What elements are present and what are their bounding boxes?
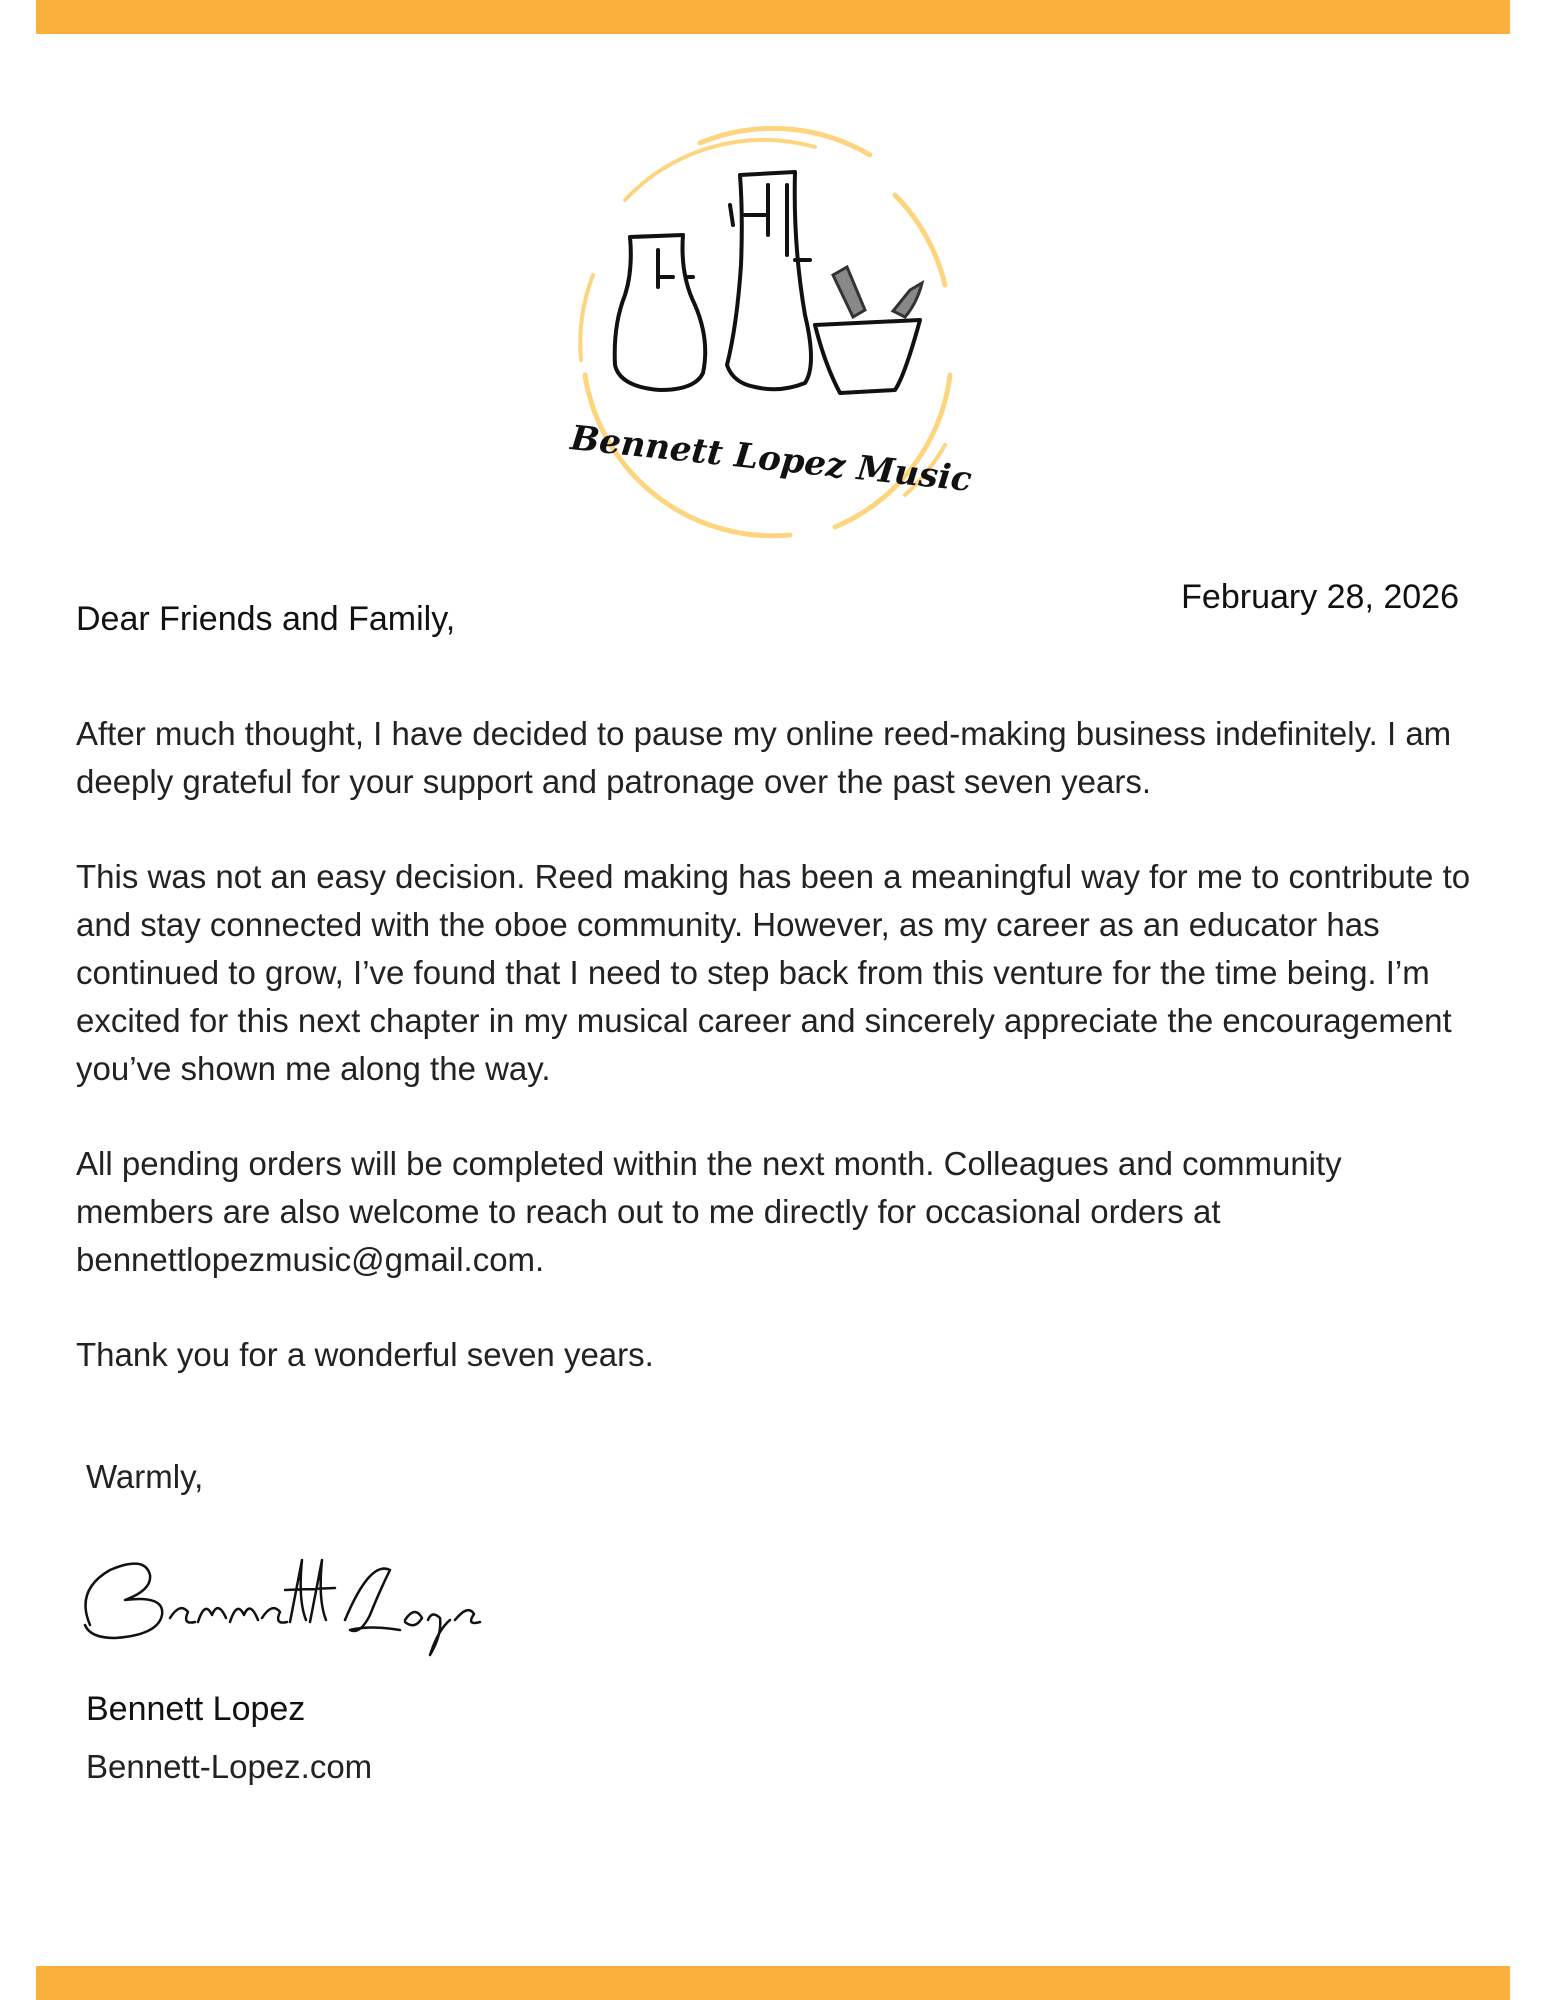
letter-paragraph-1: After much thought, I have decided to pause my online reed-making business indefinitely. I am deeply grateful for your support and patronage over the past seven years.	[76, 715, 1452, 800]
logo-brand-text: Bennett Lopez Music	[568, 418, 974, 501]
signer-name: Bennett Lopez	[86, 1690, 306, 1728]
letter-body	[76, 710, 1476, 1426]
letter-paragraph-3: All pending orders will be completed within the next month. Colleagues and community members are also welcome to reach out to me directly for occasional orders at bennettlopezmusic@gmail.com.	[76, 1145, 1342, 1278]
bennett-lopez-music-logo	[565, 125, 980, 545]
letter-closing: Warmly,	[86, 1458, 204, 1495]
letter-paragraph-4: Thank you for a wonderful seven years.	[76, 1336, 654, 1373]
top-accent-bar	[36, 0, 1510, 34]
letter-paragraph-2: This was not an easy decision. Reed making has been a meaningful way for me to contribute to and stay connected with the oboe community. However, as my career as an educator has continued to grow, I’ve found that I need to step back from this venture for the time being. I’m excited for this next chapter in my musical career and sincerely appreciate the encouragement you’ve shown me along the way.	[76, 858, 1471, 1087]
bottom-accent-bar	[36, 1966, 1510, 2000]
handwritten-signature	[70, 1530, 490, 1660]
signer-website: Bennett-Lopez.com	[86, 1748, 373, 1785]
letter-salutation: Dear Friends and Family,	[76, 600, 456, 638]
letter-date: February 28, 2026	[1181, 578, 1459, 616]
